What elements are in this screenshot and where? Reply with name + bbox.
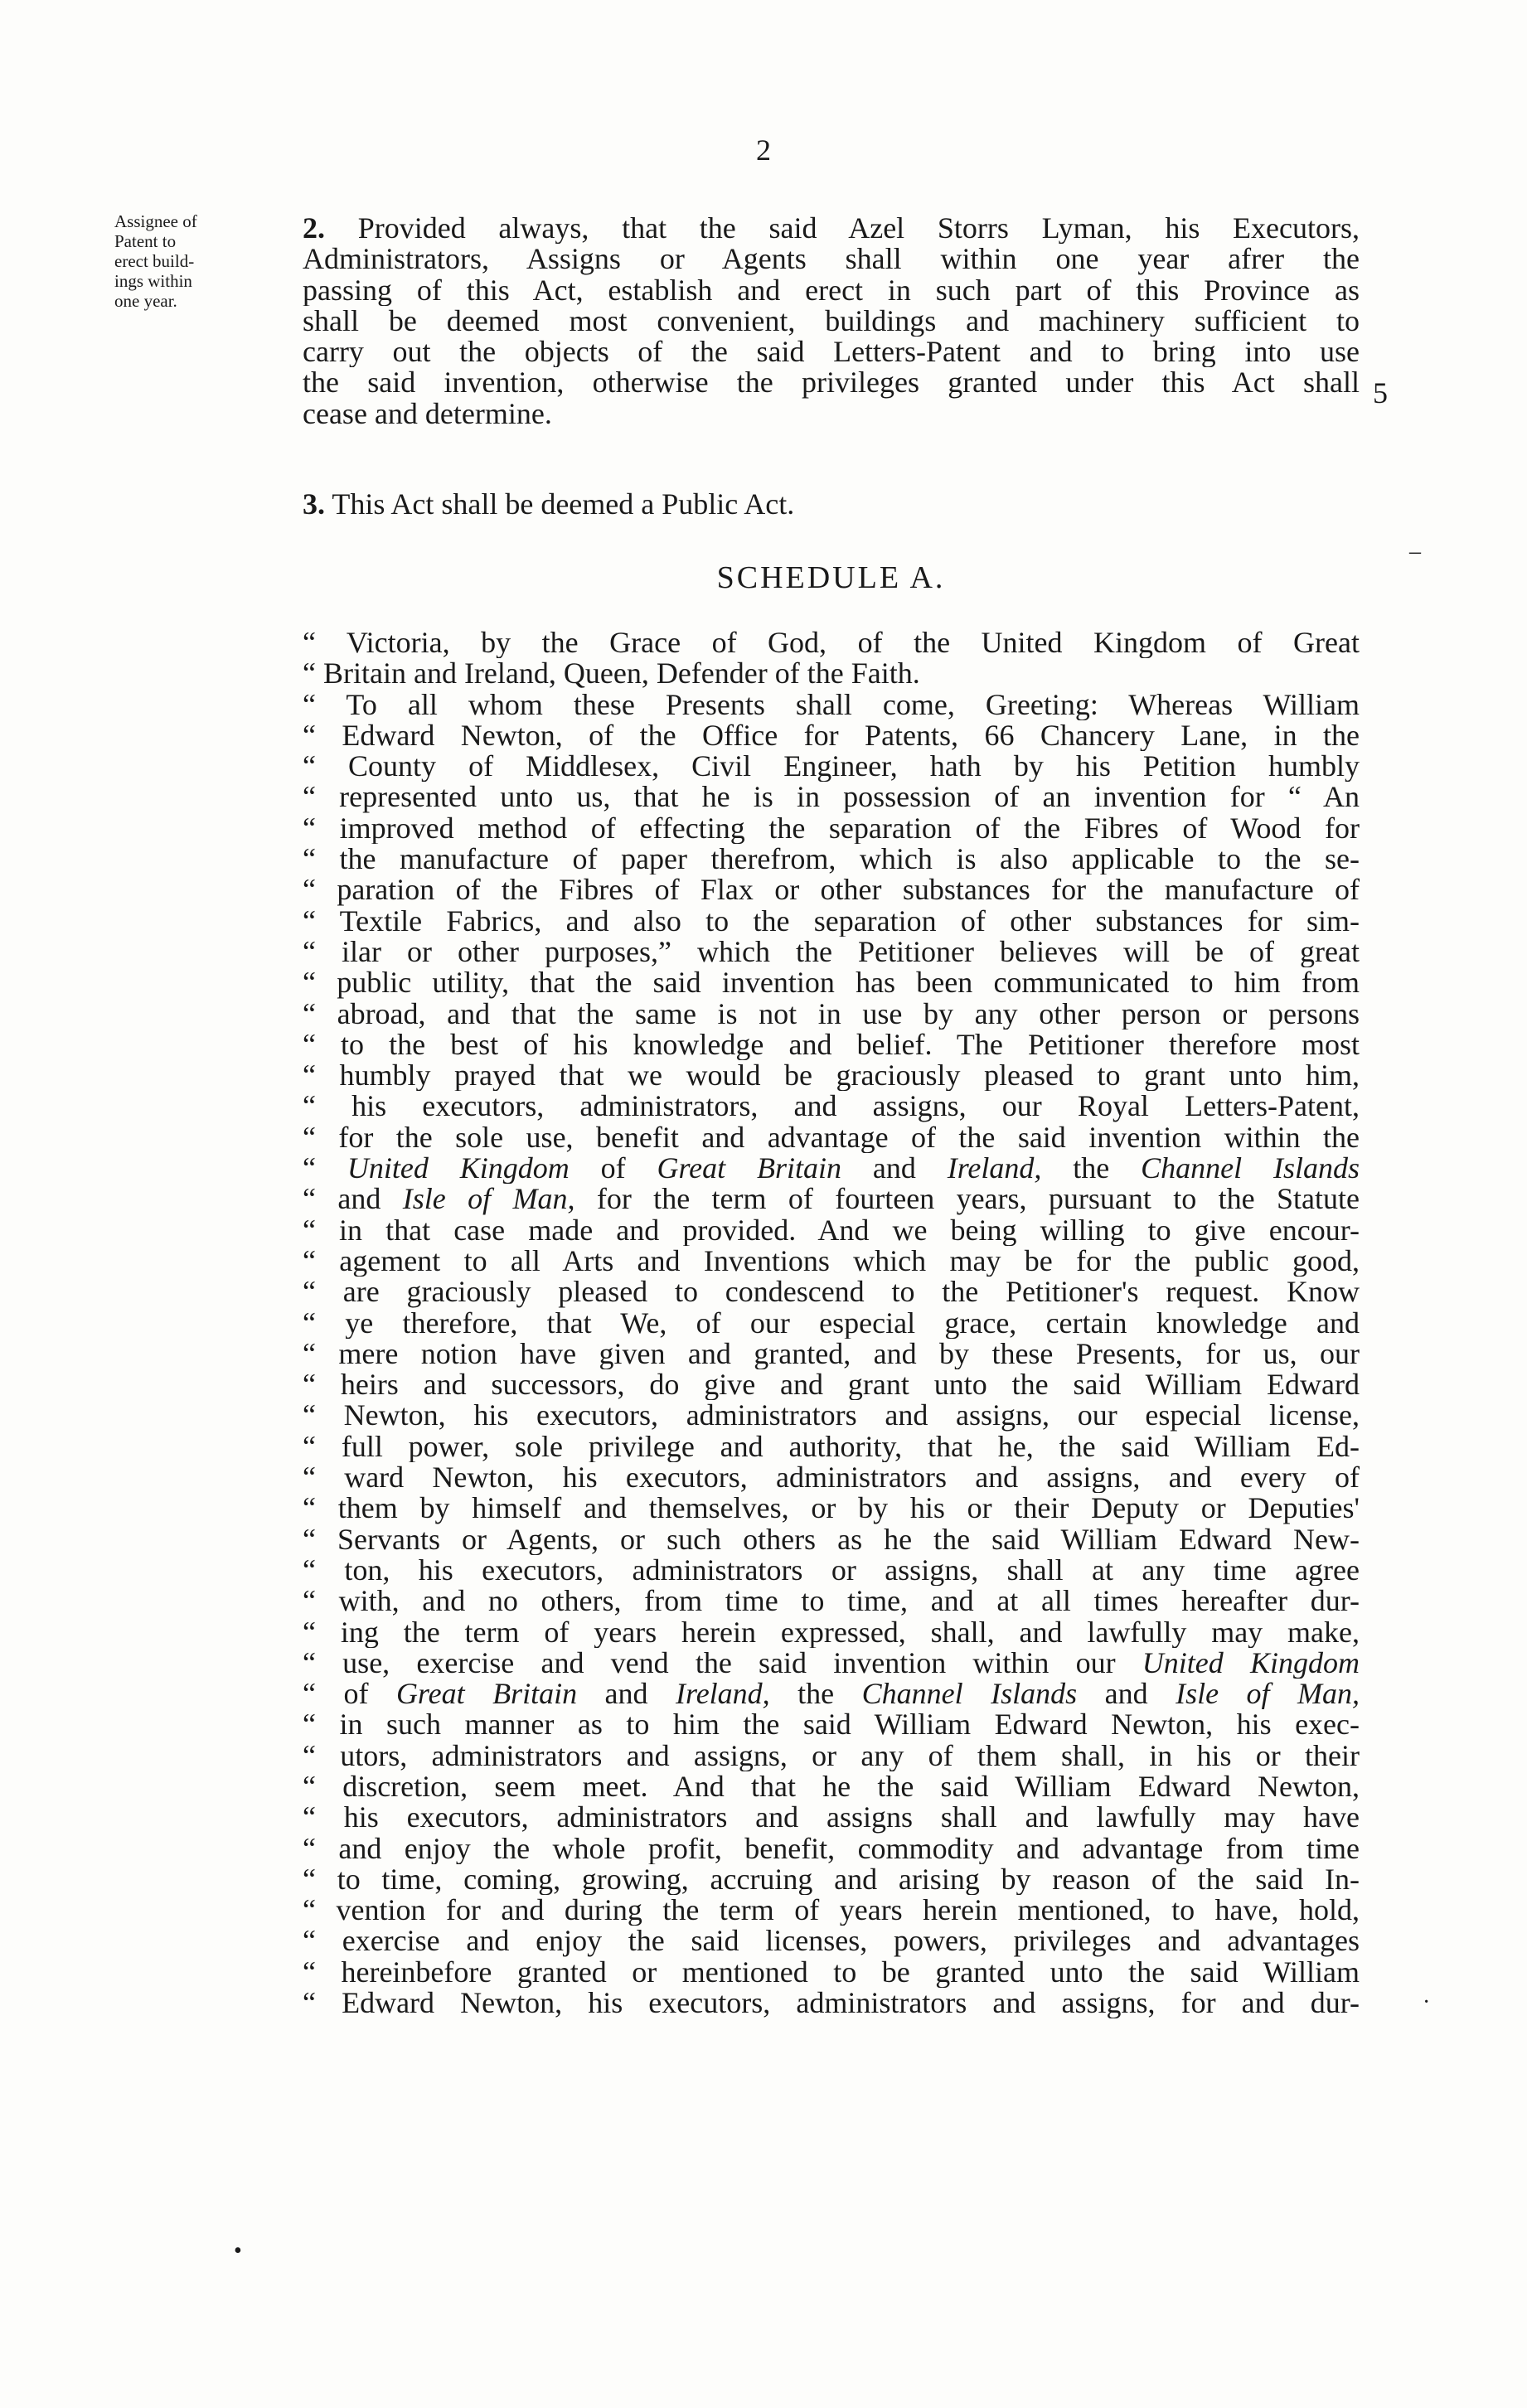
- schedule-line: “ ward Newton, his executors, administrators and assigns, and every of: [303, 1462, 1360, 1494]
- section-2-line: carry out the objects of the said Letters-Patent and to bring into use: [303, 337, 1360, 368]
- schedule-line: “ Victoria, by the Grace of God, of the United Kingdom of Great: [303, 627, 1360, 659]
- schedule-line: “ his executors, administrators, and assigns, our Royal Letters-Patent,: [303, 1091, 1360, 1122]
- margin-note-line: Patent to: [114, 231, 177, 251]
- schedule-line: [303, 1679, 1360, 1709]
- schedule-body: [303, 627, 1360, 2018]
- schedule-line: “ discretion, seem meet. And that he the said William Edward Newton,: [303, 1771, 1360, 1803]
- schedule-line: “ utors, administrators and assigns, or any of them shall, in his or their: [303, 1740, 1360, 1771]
- section-3-line: [303, 489, 1360, 520]
- schedule-line: “ hereinbefore granted or mentioned to be granted unto the said William: [303, 1956, 1360, 1989]
- schedule-line: “ improved method of effecting the separation of the Fibres of Wood for: [303, 812, 1360, 845]
- speck-mark: ·: [1423, 1989, 1431, 2015]
- section-2: [303, 213, 1360, 429]
- text: and: [841, 1153, 948, 1185]
- section-2-line-1: [303, 213, 1360, 244]
- schedule-line: “ represented unto us, that he is in possession of an invention for “ An: [303, 782, 1360, 813]
- schedule-line: “ the manufacture of paper therefrom, which is also applicable to the se-: [303, 844, 1360, 875]
- speck-mark: –: [1409, 539, 1421, 564]
- schedule-heading: SCHEDULE A.: [716, 560, 946, 595]
- section-3-number: 3.: [303, 489, 325, 520]
- italic-place-name: Channel Islands: [861, 1679, 1078, 1710]
- schedule-line: “ them by himself and themselves, or by his or their Deputy or Deputies': [303, 1493, 1360, 1524]
- margin-note-line: one year.: [114, 291, 177, 311]
- schedule-line: “ are graciously pleased to condescend to the Petitioner's request. Know: [303, 1277, 1360, 1308]
- text: and: [1077, 1679, 1176, 1710]
- margin-note-line: Assignee of: [114, 211, 197, 231]
- section-3: [303, 489, 1360, 520]
- section-2-number: 2.: [303, 213, 325, 245]
- italic-place-name: Great Britain: [395, 1679, 578, 1710]
- italic-place-name: Isle of Man,: [402, 1184, 575, 1215]
- schedule-line: “ County of Middlesex, Civil Engineer, hath by his Petition humbly: [303, 751, 1360, 782]
- section-2-line: passing of this Act, establish and erect in such part of this Province as: [303, 274, 1360, 306]
- page-number: 2: [756, 133, 771, 167]
- schedule-line: “ Edward Newton, of the Office for Patents, 66 Chancery Lane, in the: [303, 719, 1360, 752]
- italic-place-name: United Kingdom: [347, 1153, 570, 1185]
- text: of: [569, 1153, 657, 1185]
- schedule-line: “ heirs and successors, do give and grant unto the said William Edward: [303, 1369, 1360, 1401]
- section-2-line: the said invention, otherwise the privileges granted under this Act shall: [303, 367, 1360, 399]
- schedule-line: [303, 1648, 1360, 1679]
- italic-place-name: Channel Islands: [1141, 1153, 1360, 1185]
- schedule-line: “ abroad, and that the same is not in use by any other person or persons: [303, 998, 1360, 1030]
- schedule-line: “ Textile Fabrics, and also to the separation of other substances for sim-: [303, 905, 1360, 937]
- schedule-line: “ to the best of his knowledge and belief. The Petitioner therefore most: [303, 1029, 1360, 1061]
- schedule-line: “ To all whom these Presents shall come, Greeting: Whereas William: [303, 689, 1360, 720]
- schedule-line: “ Edward Newton, his executors, administrators and assigns, for and dur-: [303, 1988, 1360, 2019]
- schedule-line: “ his executors, administrators and assigns shall and lawfully may have: [303, 1802, 1360, 1834]
- italic-place-name: Ireland,: [676, 1679, 770, 1710]
- margin-note-line: erect build-: [114, 251, 195, 271]
- schedule-line: [303, 1153, 1360, 1184]
- schedule-line: “ paration of the Fibres of Flax or other substances for the manufacture of: [303, 875, 1360, 906]
- schedule-line: “ vention for and during the term of years herein mentioned, to have, hold,: [303, 1895, 1360, 1926]
- schedule-line: “ ing the term of years herein expressed, shall, and lawfully may make,: [303, 1616, 1360, 1648]
- schedule-line: “ and enjoy the whole profit, benefit, commodity and advantage from time: [303, 1833, 1360, 1864]
- italic-place-name: Ireland,: [947, 1153, 1042, 1185]
- section-2-line: cease and determine.: [303, 398, 552, 430]
- margin-note: [114, 211, 280, 311]
- line-number-marker: 5: [1373, 376, 1388, 409]
- italic-place-name: United Kingdom: [1142, 1647, 1360, 1679]
- schedule-line: “ exercise and enjoy the said licenses, powers, privileges and advantages: [303, 1926, 1360, 1957]
- section-3-text: This Act shall be deemed a Public Act.: [325, 489, 795, 520]
- schedule-line: “ mere notion have given and granted, and by these Presents, for us, our: [303, 1338, 1360, 1370]
- schedule-line: “ Newton, his executors, administrators and assigns, our especial license,: [303, 1400, 1360, 1432]
- speck-mark: •: [234, 2238, 242, 2264]
- schedule-line: “ agement to all Arts and Inventions which may be for the public good,: [303, 1245, 1360, 1277]
- text: and: [577, 1679, 676, 1710]
- schedule-line: “ with, and no others, from time to time, and at all times hereafter dur-: [303, 1586, 1360, 1617]
- schedule-line: “ in such manner as to him the said William Edward Newton, his exec-: [303, 1709, 1360, 1741]
- schedule-line: “ in that case made and provided. And we being willing to give encour-: [303, 1214, 1360, 1246]
- text: “ and: [303, 1184, 403, 1215]
- text: “: [303, 1153, 347, 1185]
- schedule-line: “ Britain and Ireland, Queen, Defender of the Faith.: [303, 658, 920, 690]
- schedule-line: “ Servants or Agents, or such others as he the said William Edward New-: [303, 1524, 1360, 1555]
- schedule-line: “ for the sole use, benefit and advantage of the said invention within the: [303, 1122, 1360, 1154]
- schedule-line: “ ye therefore, that We, of our especial grace, certain knowledge and: [303, 1307, 1360, 1339]
- schedule-line: “ ilar or other purposes,” which the Petitioner believes will be of great: [303, 936, 1360, 968]
- schedule-line: [303, 1184, 1360, 1214]
- section-2-text: Provided always, that the said Azel Storrs Lyman, his Executors,: [325, 213, 1360, 245]
- text: the: [769, 1679, 862, 1710]
- section-2-line: shall be deemed most convenient, buildings and machinery sufficient to: [303, 305, 1360, 337]
- schedule-line: “ to time, coming, growing, accruing and arising by reason of the said In-: [303, 1863, 1360, 1896]
- schedule-line: “ ton, his executors, administrators or assigns, shall at any time agree: [303, 1554, 1360, 1587]
- schedule-line: “ public utility, that the said invention has been communicated to him from: [303, 967, 1360, 999]
- text: “ of: [303, 1679, 396, 1710]
- text: for the term of fourteen years, pursuant to the Statute: [574, 1184, 1360, 1215]
- italic-place-name: Great Britain: [657, 1153, 841, 1185]
- section-2-line: Administrators, Assigns or Agents shall within one year afrer the: [303, 244, 1360, 275]
- text: “ use, exercise and vend the said invention within our: [303, 1647, 1142, 1679]
- schedule-line: “ full power, sole privilege and authority, that he, the said William Ed-: [303, 1431, 1360, 1463]
- italic-place-name: Isle of Man,: [1176, 1679, 1360, 1710]
- schedule-line: “ humbly prayed that we would be graciously pleased to grant unto him,: [303, 1060, 1360, 1092]
- margin-note-line: ings within: [114, 271, 192, 291]
- text: the: [1041, 1153, 1142, 1185]
